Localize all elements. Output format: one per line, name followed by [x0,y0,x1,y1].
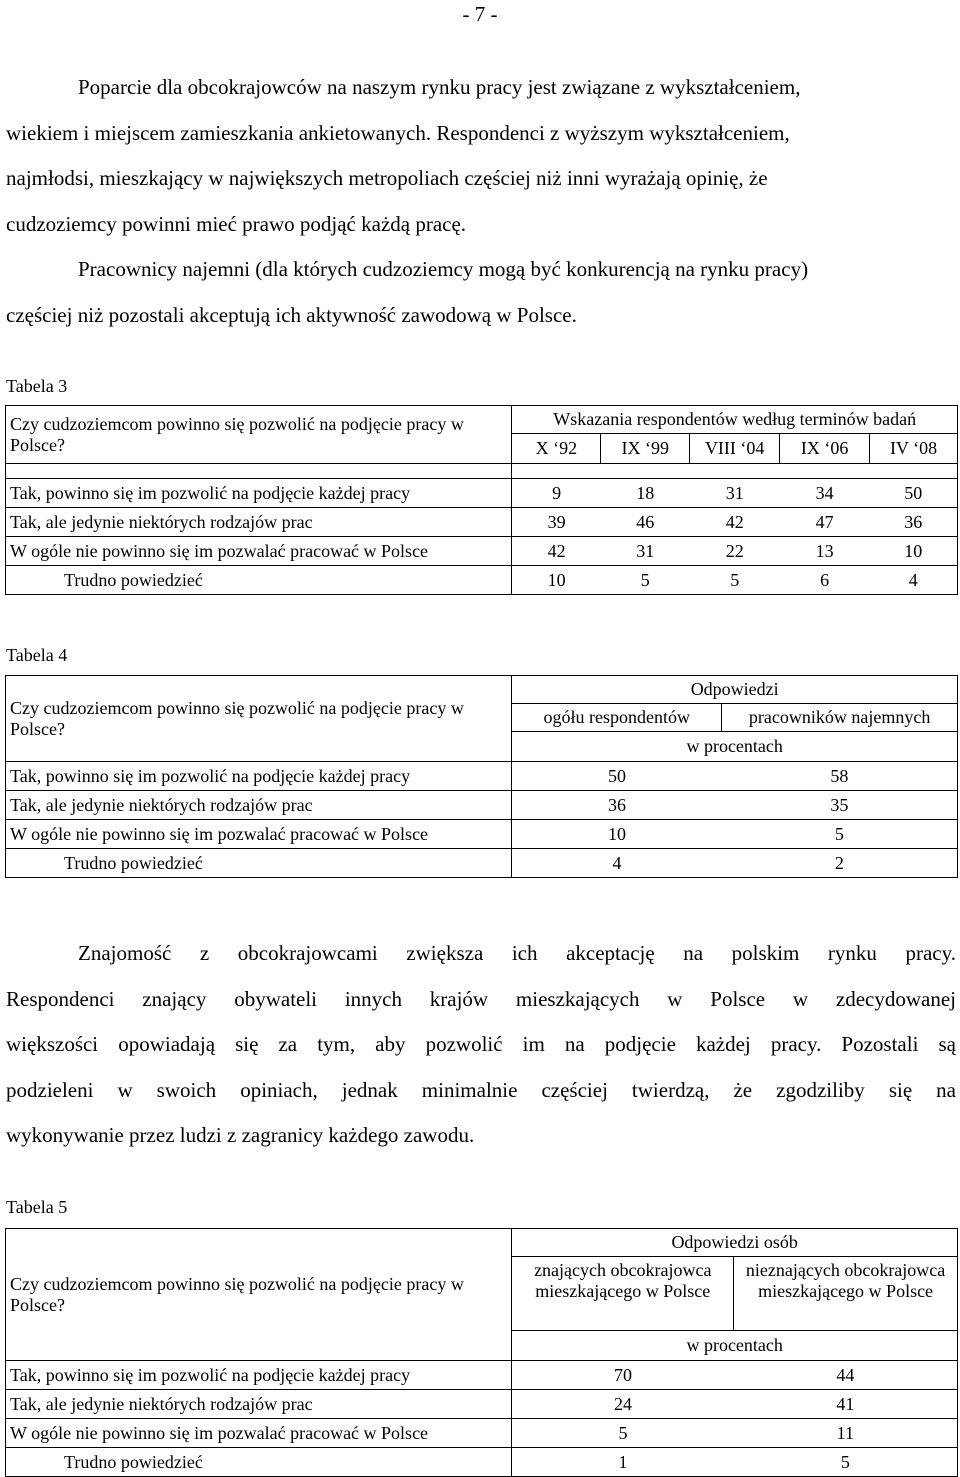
cell: 6 [780,566,870,595]
page-number: - 7 - [462,2,498,26]
table-5-group-header: Odpowiedzi osób [512,1229,958,1257]
row-label: Trudno powiedzieć [6,849,512,878]
cell: 10 [512,820,722,849]
table-3-col-header: VIII ‘04 [690,434,780,464]
paragraph-line: Respondenci znający obywateli innych krajów mieszkających w Polsce w zdecydowanej [6,986,956,1011]
table-5-question: Czy cudzoziemcom powinno się pozwolić na podjęcie pracy w Polsce? [6,1229,512,1361]
table-row [6,1390,958,1419]
paragraph-line: Poparcie dla obcokrajowców na naszym rynku pracy jest związane z wykształceniem, [78,75,801,99]
table-4-unit: w procentach [512,732,958,762]
paragraph-line: wykonywanie przez ludzi z zagranicy każdego zawodu. [6,1123,475,1147]
table-5-unit: w procentach [512,1331,958,1361]
paragraph-line: cudzoziemcy powinni mieć prawo podjąć każdą pracę. [6,211,467,236]
cell: 31 [601,537,690,566]
table-row [6,849,958,878]
cell: 13 [780,537,870,566]
cell: 42 [512,537,601,566]
table-3-col-header: X ‘92 [512,434,601,464]
cell: 46 [601,508,690,537]
cell: 47 [780,508,870,537]
cell: 2 [722,849,958,878]
paragraph-1 [6,65,956,338]
table-3-question: Czy cudzoziemcom powinno się pozwolić na podjęcie pracy w Polsce? [6,406,512,464]
cell: 5 [512,1419,734,1448]
table-5-col-header: znających obcokrajowca mieszkającego w Polsce [512,1257,734,1331]
table-5-caption: Tabela 5 [6,1197,68,1217]
row-label: W ogóle nie powinno się im pozwalać pracować w Polsce [6,1419,512,1448]
paragraph-line: wiekiem i miejscem zamieszkania ankietowanych. Respondenci z wyższym wykształceniem, [6,120,790,145]
cell: 4 [870,566,958,595]
cell: 35 [722,791,958,820]
cell: 70 [512,1361,734,1390]
cell: 31 [690,479,780,508]
table-row [6,479,958,508]
cell: 5 [601,566,690,595]
row-label: Trudno powiedzieć [6,1448,512,1477]
row-label: W ogóle nie powinno się im pozwalać pracować w Polsce [6,537,512,566]
cell: 5 [722,820,958,849]
paragraph-line: Pracownicy najemni (dla których cudzoziemcy mogą być konkurencją na rynku pracy) [78,257,809,281]
cell: 41 [734,1390,958,1419]
table-4-group-header: Odpowiedzi [512,676,958,704]
cell: 18 [601,479,690,508]
paragraph-line: Znajomość z obcokrajowcami zwiększa ich akceptację na polskim rynku pracy. [78,941,956,965]
paragraph-line: najmłodsi, mieszkający w największych metropoliach częściej niż inni wyrażają opinię, że [6,166,768,190]
table-row [6,1361,958,1390]
cell: 42 [690,508,780,537]
table-row [6,1419,958,1448]
cell: 34 [780,479,870,508]
paragraph-line: częściej niż pozostali akceptują ich aktywność zawodową w Polsce. [6,302,577,327]
cell: 24 [512,1390,734,1419]
row-label: Tak, ale jedynie niektórych rodzajów prac [6,1390,512,1419]
paragraph-line: większości opowiadają się za tym, aby pozwolić im na podjęcie każdej pracy. Pozostali są [6,1032,956,1056]
table-row [6,537,958,566]
row-label: Tak, ale jedynie niektórych rodzajów prac [6,791,512,820]
table-4-col-header: ogółu respondentów [512,704,722,732]
table-row [6,566,958,595]
table-3-col-header: IX ‘99 [601,434,690,464]
table-row [6,762,958,791]
cell: 10 [870,537,958,566]
cell: 50 [512,762,722,791]
cell: 5 [690,566,780,595]
table-row [6,791,958,820]
table-3-group-header: Wskazania respondentów według terminów badań [512,406,958,434]
cell: 44 [734,1361,958,1390]
table-row [6,1448,958,1477]
cell: 5 [734,1448,958,1477]
table-4-col-header: pracowników najemnych [722,704,958,732]
table-row [6,508,958,537]
cell: 36 [870,508,958,537]
paragraph-2 [6,931,956,1159]
cell: 36 [512,791,722,820]
table-4 [5,675,958,878]
table-5 [5,1228,958,1477]
row-label: Tak, powinno się im pozwolić na podjęcie każdej pracy [6,762,512,791]
row-label: Tak, ale jedynie niektórych rodzajów prac [6,508,512,537]
paragraph-line: podzieleni w swoich opiniach, jednak minimalnie częściej twierdzą, że zgodziliby się na [6,1077,956,1102]
row-label: W ogóle nie powinno się im pozwalać pracować w Polsce [6,820,512,849]
cell: 10 [512,566,601,595]
table-row [6,820,958,849]
row-label: Tak, powinno się im pozwolić na podjęcie każdej pracy [6,1361,512,1390]
cell: 39 [512,508,601,537]
cell: 11 [734,1419,958,1448]
table-4-question: Czy cudzoziemcom powinno się pozwolić na podjęcie pracy w Polsce? [6,676,512,762]
row-label: Trudno powiedzieć [6,566,512,595]
cell: 58 [722,762,958,791]
cell: 1 [512,1448,734,1477]
cell: 4 [512,849,722,878]
table-5-col-header: nieznających obcokrajowca mieszkającego w Polsce [734,1257,958,1331]
table-3-caption: Tabela 3 [6,376,68,396]
cell: 50 [870,479,958,508]
cell: 9 [512,479,601,508]
cell: 22 [690,537,780,566]
table-3-col-header: IX ‘06 [780,434,870,464]
table-3-col-header: IV ‘08 [870,434,958,464]
table-4-caption: Tabela 4 [6,645,68,665]
row-label: Tak, powinno się im pozwolić na podjęcie każdej pracy [6,479,512,508]
table-3 [5,405,958,595]
